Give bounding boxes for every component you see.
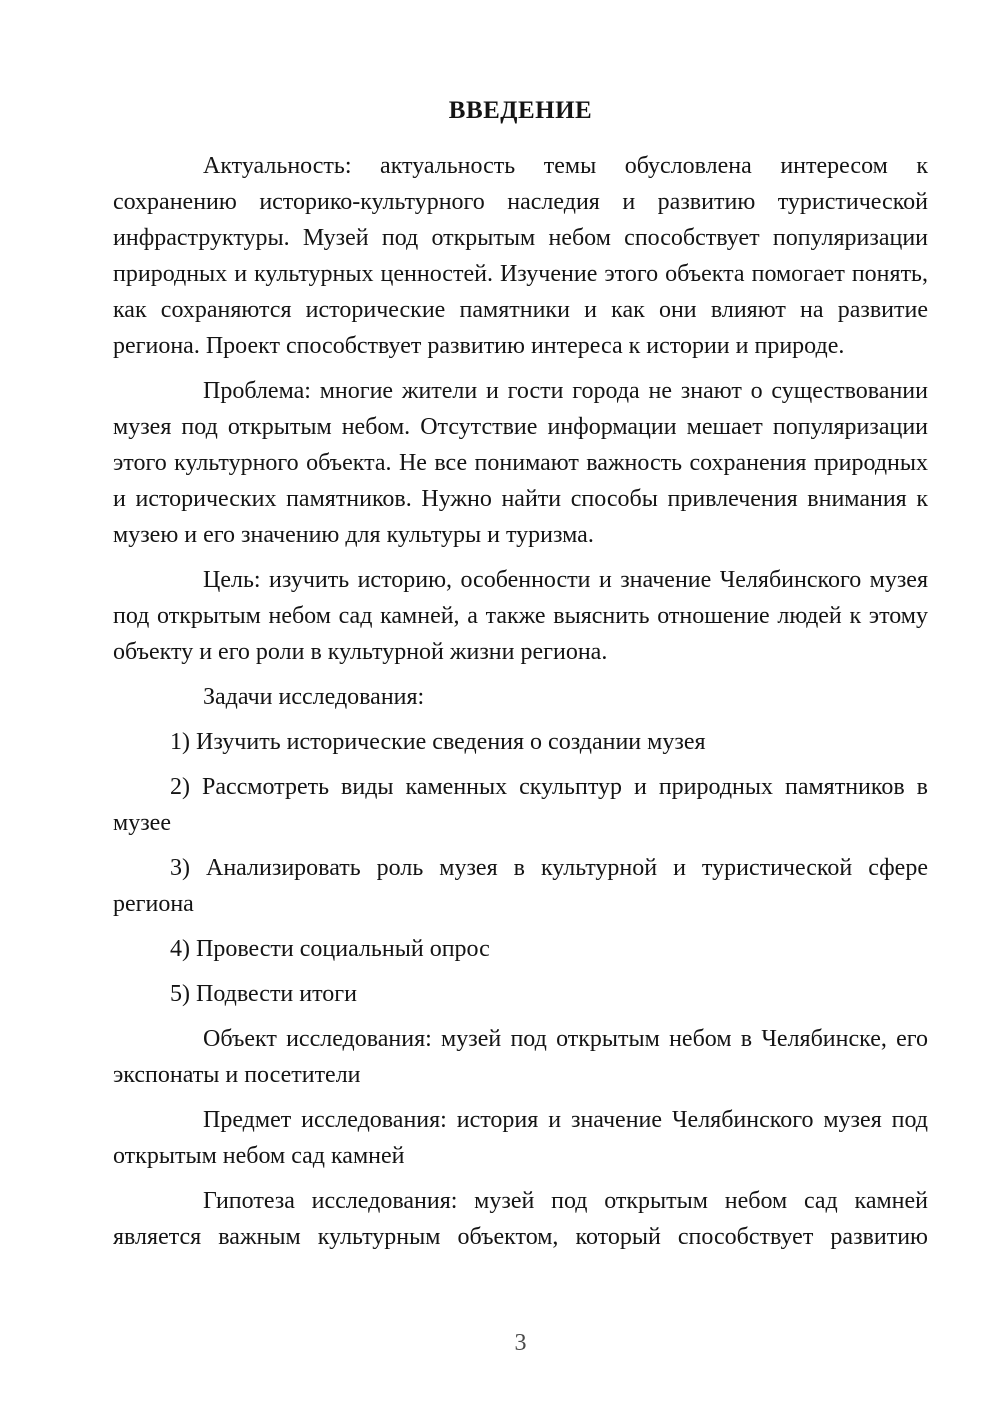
task-item-1: 1) Изучить исторические сведения о создании музея	[170, 729, 706, 755]
task-item-5: 5) Подвести итоги	[170, 981, 357, 1007]
task-item-4: 4) Провести социальный опрос	[170, 936, 490, 962]
task-item-3: 3) Анализировать роль музея в культурной и туристической сфере региона	[113, 855, 928, 917]
paragraph-problem: Проблема: многие жители и гости города не знают о существовании музея под открытым небом. Отсутствие информации мешает популяризации этого культурного объекта. Не все понимают важность сохранения природных и исторических памятников. Нужно найти способы привлечения внимания к музею и его значению для культуры и туризма.	[113, 378, 928, 548]
paragraph-tasks-heading: Задачи исследования:	[203, 684, 425, 710]
document-body	[113, 148, 928, 1255]
paragraph-relevance: Актуальность: актуальность темы обусловлена интересом к сохранению историко-культурного наследия и развитию туристической инфраструктуры. Музей под открытым небом способствует популяризации природных и культурных ценностей. Изучение этого объекта помогает понять, как сохраняются исторические памятники и как они влияют на развитие региона. Проект способствует развитию интереса к истории и природе.	[113, 153, 928, 359]
paragraph-goal: Цель: изучить историю, особенности и значение Челябинского музея под открытым небом сад камней, а также выяснить отношение людей к этому объекту и его роли в культурной жизни региона.	[113, 567, 928, 665]
page-title: ВВЕДЕНИЕ	[448, 97, 593, 124]
paragraph-hypothesis: Гипотеза исследования: музей под открытым небом сад камней является важным культурным объектом, который способствует развитию	[113, 1188, 928, 1250]
task-item-2: 2) Рассмотреть виды каменных скульптур и природных памятников в музее	[113, 774, 928, 836]
paragraph-subject: Предмет исследования: история и значение Челябинского музея под открытым небом сад камней	[113, 1107, 928, 1169]
page-number: 3	[514, 1330, 527, 1356]
paragraph-object: Объект исследования: музей под открытым небом в Челябинске, его экспонаты и посетители	[113, 1026, 928, 1088]
